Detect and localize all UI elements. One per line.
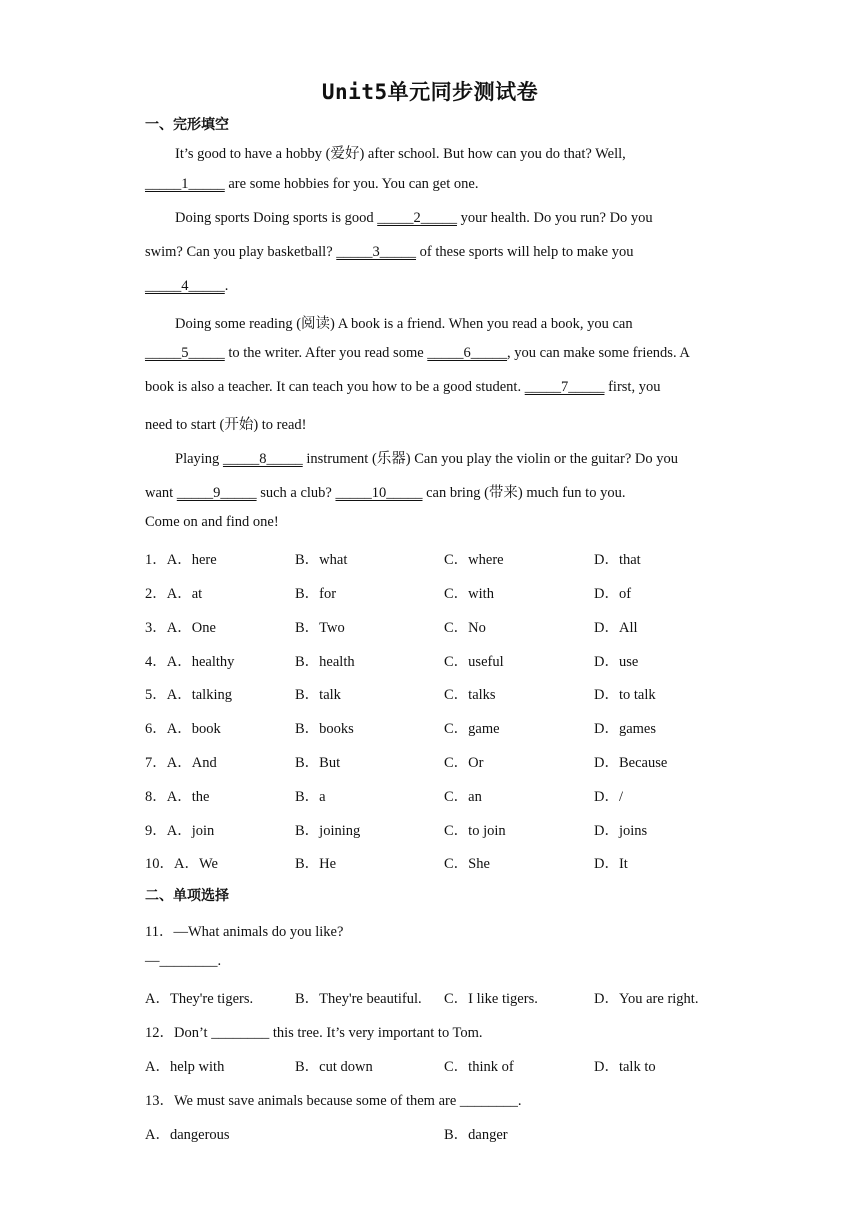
option-d[interactable]: D．All xyxy=(594,620,638,636)
option-d[interactable]: D．use xyxy=(594,654,639,670)
option-a[interactable]: A．help with xyxy=(145,1059,225,1075)
question-stem: 11．—What animals do you like? xyxy=(145,924,344,940)
option-a[interactable]: 3．A．One xyxy=(145,620,216,636)
option-d[interactable]: D．that xyxy=(594,552,641,568)
cloze-blank-2: _____2_____ xyxy=(377,210,457,226)
option-b[interactable]: B．books xyxy=(295,721,354,737)
option-b[interactable]: B．joining xyxy=(295,823,361,839)
option-c[interactable]: C．talks xyxy=(444,687,496,703)
option-a[interactable]: A．They're tigers. xyxy=(145,991,254,1007)
option-a[interactable]: 5．A．talking xyxy=(145,687,232,703)
passage-line: _____1_____ are some hobbies for you. You can get one. xyxy=(145,176,479,192)
option-b[interactable]: B．danger xyxy=(444,1127,508,1143)
option-d[interactable]: D．to talk xyxy=(594,687,656,703)
option-d[interactable]: D．games xyxy=(594,721,657,737)
option-b[interactable]: B．health xyxy=(295,654,355,670)
option-a[interactable]: 2．A．at xyxy=(145,586,203,602)
option-d[interactable]: D．Because xyxy=(594,755,668,771)
option-b[interactable]: B．cut down xyxy=(295,1059,373,1075)
option-d[interactable]: D．/ xyxy=(594,789,623,805)
option-d[interactable]: D．joins xyxy=(594,823,648,839)
option-a[interactable]: 4．A．healthy xyxy=(145,654,235,670)
passage-line: need to start (开始) to read! xyxy=(145,417,307,433)
option-a[interactable]: 8．A．the xyxy=(145,789,210,805)
option-c[interactable]: C．useful xyxy=(444,654,504,670)
option-a[interactable]: A．dangerous xyxy=(145,1127,230,1143)
passage-line: It’s good to have a hobby (爱好) after school. But how can you do that? Well, xyxy=(175,146,626,162)
question-stem: 13．We must save animals because some of them are ________. xyxy=(145,1093,522,1109)
section-heading-single-choice: 二、单项选择 xyxy=(145,888,229,904)
option-d[interactable]: D．talk to xyxy=(594,1059,656,1075)
cloze-blank-8: _____8_____ xyxy=(222,451,303,467)
option-c[interactable]: C．think of xyxy=(444,1059,514,1075)
cloze-blank-4: _____4_____ xyxy=(145,278,225,294)
option-d[interactable]: D．of xyxy=(594,586,632,602)
option-c[interactable]: C．No xyxy=(444,620,486,636)
passage-line: Come on and find one! xyxy=(145,514,279,530)
passage-line: _____4_____. xyxy=(145,278,229,294)
option-b[interactable]: B．for xyxy=(295,586,337,602)
option-b[interactable]: B．what xyxy=(295,552,348,568)
option-c[interactable]: C．She xyxy=(444,856,490,872)
page-title: Unit5单元同步测试卷 xyxy=(321,80,539,104)
option-a[interactable]: 6．A．book xyxy=(145,721,221,737)
section-heading-cloze: 一、完形填空 xyxy=(145,117,229,133)
option-b[interactable]: B．talk xyxy=(295,687,341,703)
option-d[interactable]: D．You are right. xyxy=(594,991,699,1007)
cloze-blank-3: _____3_____ xyxy=(336,244,417,260)
passage-line: _____5_____ to the writer. After you read some _____6_____, you can make some friends. A xyxy=(145,345,690,361)
passage-line: want _____9_____ such a club? _____10_____ can bring (带来) much fun to you. xyxy=(145,485,626,501)
option-b[interactable]: B．They're beautiful. xyxy=(295,991,422,1007)
option-c[interactable]: C．with xyxy=(444,586,494,602)
option-a[interactable]: 1．A．here xyxy=(145,552,217,568)
option-a[interactable]: 9．A．join xyxy=(145,823,215,839)
cloze-blank-7: _____7_____ xyxy=(524,379,605,395)
option-c[interactable]: C．an xyxy=(444,789,482,805)
cloze-blank-9: _____9_____ xyxy=(176,485,257,501)
option-a[interactable]: 7．A．And xyxy=(145,755,217,771)
option-b[interactable]: B．He xyxy=(295,856,337,872)
option-c[interactable]: C．to join xyxy=(444,823,506,839)
option-c[interactable]: C．I like tigers. xyxy=(444,991,538,1007)
passage-line: Doing sports Doing sports is good _____2_____ your health. Do you run? Do you xyxy=(175,210,653,226)
passage-line: Playing _____8_____ instrument (乐器) Can you play the violin or the guitar? Do you xyxy=(175,451,679,467)
passage-line: swim? Can you play basketball? _____3_____ of these sports will help to make you xyxy=(145,244,634,260)
option-c[interactable]: C．Or xyxy=(444,755,484,771)
cloze-blank-10: _____10_____ xyxy=(335,485,423,501)
option-b[interactable]: B．But xyxy=(295,755,341,771)
cloze-blank-6: _____6_____ xyxy=(427,345,508,361)
passage-line: book is also a teacher. It can teach you how to be a good student. _____7_____ first, you xyxy=(145,379,661,395)
question-stem: 12．Don’t ________ this tree. It’s very important to Tom. xyxy=(145,1025,483,1041)
option-a[interactable]: 10．A．We xyxy=(145,856,218,872)
passage-line: Doing some reading (阅读) A book is a friend. When you read a book, you can xyxy=(175,316,633,332)
option-c[interactable]: C．where xyxy=(444,552,504,568)
cloze-blank-1: _____1_____ xyxy=(145,176,225,192)
option-c[interactable]: C．game xyxy=(444,721,500,737)
cloze-blank-5: _____5_____ xyxy=(145,345,225,361)
option-b[interactable]: B．Two xyxy=(295,620,345,636)
option-d[interactable]: D．It xyxy=(594,856,628,872)
question-reply: —________. xyxy=(145,953,222,969)
option-b[interactable]: B．a xyxy=(295,789,326,805)
